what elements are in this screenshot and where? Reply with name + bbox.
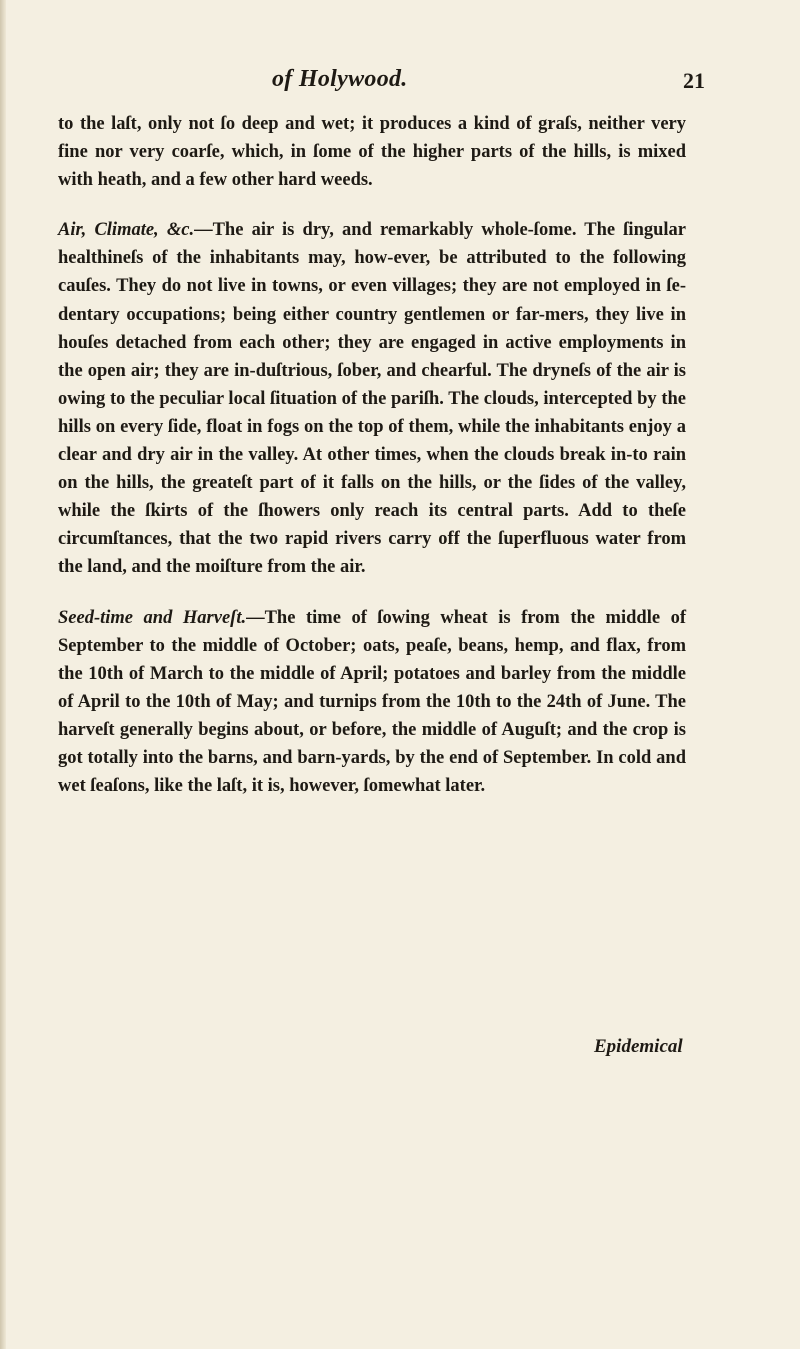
section-heading: Air, Climate, &c. bbox=[58, 220, 195, 241]
catchword: Epidemical bbox=[594, 1036, 683, 1057]
paragraph-text: —The time of ſowing wheat is from the middle of September to the middle of October; oats, peaſe, beans, hemp, and flax, from the 10th of March to the middle of April; potatoes and barley from the middle of April to the 10th of May; and turnips from the 10th to the 24th of June. The harveſt generally begins about, or before, the middle of Auguſt; and the crop is got totally into the barns, and barn-yards, by the end of September. In cold and wet ſeaſons, like the laſt, it is, however, ſomewhat later. bbox=[58, 607, 687, 797]
page-number: 21 bbox=[683, 68, 705, 93]
paragraph-text: —The air is dry, and remarkably whole-ſome. The ſingular healthineſs of the inhabitants may, how-ever, be attributed to the following cauſes. They do not live in towns, or even villages; they are not employed in ſe-dentary occupations; being either country gentlemen or far-mers, they live in houſes detached from each other; they are engaged in active employments in the open air; they are in-duſtrious, ſober, and chearful. The dryneſs of the air is owing to the peculiar local ſituation of the pariſh. The clouds, intercepted by the hills on every ſide, float in fogs on the top of them, while the inhabitants enjoy a clear and dry air in the valley. At other times, when the clouds break in-to rain on the hills, the greateſt part of it falls on the hills, or the ſides of the valley, while the ſkirts of the ſhowers only reach its central parts. Add to theſe circumſtances, that the two rapid rivers carry off the ſuperfluous water from the land, and the moiſture from the air. bbox=[58, 220, 686, 578]
page-edge bbox=[0, 0, 6, 1349]
paragraph-seed-time bbox=[58, 604, 686, 801]
page-header bbox=[0, 66, 800, 102]
body-text bbox=[58, 110, 686, 800]
section-heading: Seed-time and Harveſt. bbox=[58, 607, 247, 628]
paragraph-text: to the laſt, only not ſo deep and wet; it produces a kind of graſs, neither very fine nor very coarſe, which, in ſome of the higher parts of the hills, is mixed with heath, and a few other hard weeds. bbox=[58, 114, 686, 191]
paragraph-air-climate bbox=[58, 216, 686, 581]
running-title: of Holywood. bbox=[272, 66, 408, 92]
paragraph-continuation bbox=[58, 110, 686, 194]
